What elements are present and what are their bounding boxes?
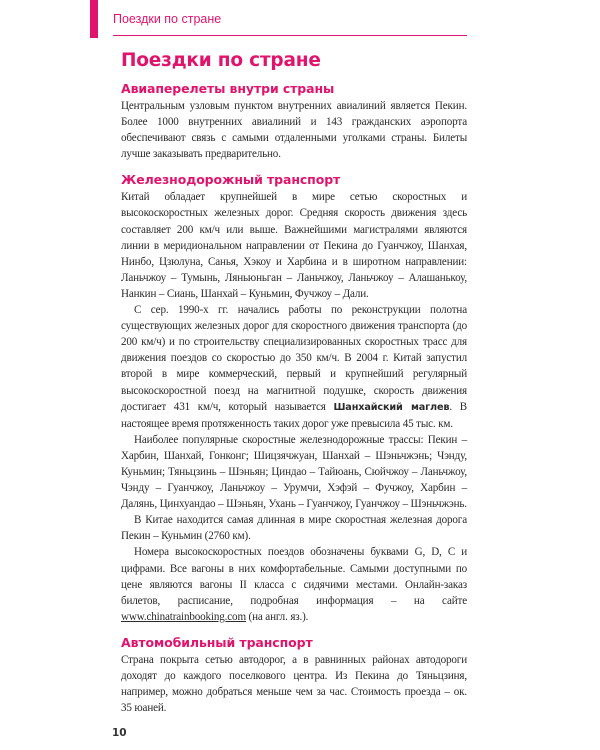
- side-accent-bar: [90, 0, 98, 38]
- section-heading-air: Авиаперелеты внутри страны: [121, 81, 335, 96]
- paragraph-rail-3: Наиболее популярные скоростные железнодорожные трассы: Пекин – Харбин, Шанхай, Гонконг; Шицзячжуан, Шанхай – Шэньчжэнь; Чэнду, Куньмин; Тяньцзинь – Шэньян; Циндао – Тайюань, Сюйчжоу – Ланьчжоу, Чэнду – Гуанчжоу, Ланьчжоу – Урумчи, Хэфэй – Фучжоу, Харбин – Далянь, Цинхуандао – Шэньян, Ухань – Гуанчжоу, Гуанчжоу – Шэньчжэнь.: [121, 433, 467, 511]
- paragraph-auto-1: Страна покрыта сетью автодорог, а в равнинных районах автодороги доходят до каждого поселкового центра. Из Пекина до Тяньцзиня, например, можно добраться меньше чем за час. Стоимость проезда – ок. 35 юаней.: [121, 653, 467, 715]
- paragraph-rail-5: [121, 544, 467, 624]
- paragraph-rail-2-text-b: . В настоящее время протяженность таких дорог уже превысила 45 тыс. км.: [121, 400, 467, 430]
- paragraph-rail-2-text-a: С сер. 1990-х гг. начались работы по реконструкции полотна существующих железных дорог для скоростного движения транспорта (до 200 км/ч) и по строительству специализированных скоростных трасс для движения поездов со скоростью до 350 км/ч. В 2004 г. Китай запустил второй в мире коммерческий, первый и крупнейший регулярный высокоскоростной поезд на магнитной подушке, скорость движения достигает 431 км/ч, который называется: [121, 304, 467, 413]
- page-number: 10: [112, 727, 127, 739]
- paragraph-air-1: Центральным узловым пунктом внутренних авиалиний является Пекин. Более 1000 внутренних авиалиний и 143 гражданских аэропорта обеспечивают связь с самыми отдаленными уголками страны. Билеты лучше заказывать предварительно.: [121, 100, 467, 161]
- section-heading-auto: Автомобильный транспорт: [121, 634, 313, 650]
- paragraph-rail-1: Китай обладает крупнейшей в мире сетью скоростных и высокоскоростных железных дорог. Средняя скорость движения здесь составляет 200 км/ч или выше. Важнейшими магистралями являются линии в меридиональном направлении от Пекина до Гуанчжоу, Шанхая, Нинбо, Цзюлуна, Санья, Хэкоу и Харбина и в широтном направлении: Ланьчжоу – Тумынь, Ляньюньган – Ланьчжоу, Ланьчжоу – Алашанькоу, Нанкин – Сиань, Шанхай – Куньмин, Фучжоу – Дали.: [121, 191, 467, 300]
- paragraph-rail-5-text-a: Номера высокоскоростных поездов обозначены буквами G, D, C и цифрами. Все вагоны в них комфортабельные. Самыми доступными по цене являются вагоны II класса с сидячими местами. Онлайн-заказ билетов, расписание, подробная информация – на сайте: [121, 546, 467, 607]
- chinatrainbooking-link[interactable]: www.chinatrainbooking.com: [121, 610, 246, 623]
- page-title: Поездки по стране: [121, 50, 321, 71]
- paragraph-rail-4: В Китае находится самая длинная в мире скоростная железная дорога Пекин – Куньмин (2760 км).: [121, 514, 467, 543]
- header-rule: [113, 35, 467, 36]
- section-heading-rail: Железнодорожный транспорт: [121, 172, 341, 188]
- running-header: Поездки по стране: [113, 12, 222, 26]
- page-content: [121, 50, 467, 716]
- maglev-term: Шанхайский маглев: [333, 401, 450, 413]
- paragraph-rail-5-text-b: (на англ. яз.).: [245, 610, 309, 623]
- paragraph-rail-2: [121, 302, 467, 432]
